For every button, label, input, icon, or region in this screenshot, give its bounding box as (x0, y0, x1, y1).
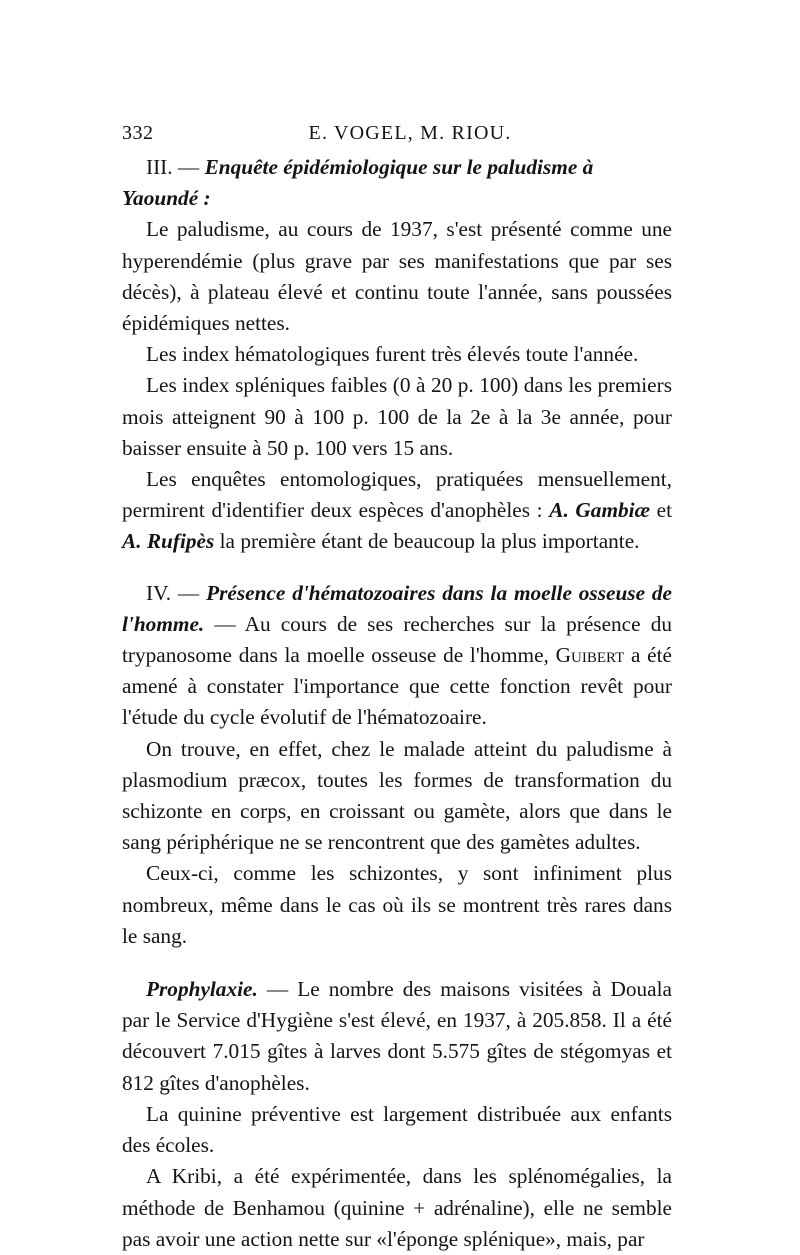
paragraph: Les index hématologiques furent très élevés toute l'année. (146, 342, 639, 367)
section-4-title: Présence d'hématozoaires dans la moelle osseuse de l'homme. (122, 580, 672, 636)
prophylaxie-intro (122, 974, 672, 1099)
running-header (122, 118, 672, 150)
section-3-heading (122, 152, 672, 214)
section-4-text: — Au cours de ses recherches sur la présence du trypanosome dans la moelle osseuse de l'homme, (122, 611, 672, 668)
species-name: A. Rufipès (122, 529, 215, 554)
section-4-dash: — (171, 580, 207, 605)
prophylaxie-text: Le nombre des maisons visitées à Douala par le Service d'Hygiène s'est élevé, en 1937, à 205.858. Il a été découvert 7.015 gîtes à larves dont 5.575 gîtes de stégomyas et 812 gîtes d'anophèles. (122, 977, 672, 1095)
paragraph: Les index spléniques faibles (0 à 20 p. 100) dans les premiers mois atteignent 90 à 100 p. 100 de la 2e à la 3e année, pour baisser ensuite à 50 p. 100 vers 15 ans. (122, 373, 672, 460)
paragraph: On trouve, en effet, chez le malade atteint du paludisme à plasmodium præcox, toutes les formes de transformation du schizonte en corps, en croissant ou gamète, alors que dans le sang périphérique ne se rencontrent que des gamètes adultes. (122, 736, 672, 855)
author-name: Guibert (555, 643, 625, 668)
running-title: E. VOGEL, M. RIOU. (308, 122, 512, 144)
entomology-text: la première étant de beaucoup la plus importante. (214, 529, 640, 554)
page-number: 332 (122, 122, 154, 144)
prophylaxie-dash: — (257, 977, 298, 1002)
entomology-text: Les enquêtes entomologiques, pratiquées mensuellement, permirent d'identifier deux espèces d'anophèles : (122, 467, 672, 523)
paragraph: A Kribi, a été expérimentée, dans les splénomégalies, la méthode de Benhamou (quinine + adrénaline), elle ne semble pas avoir une action nette sur «l'éponge splénique», mais, par (122, 1164, 672, 1251)
entomology-text: et (649, 498, 672, 523)
paragraph: Ceux-ci, comme les schizontes, y sont infiniment plus nombreux, même dans le cas où ils se montrent très rares dans le sang. (122, 861, 672, 948)
section-gap (122, 952, 672, 974)
paragraph: Le paludisme, au cours de 1937, s'est présenté comme une hyperendémie (plus grave par ses manifestations que par ses décès), à plateau élevé et continu toute l'année, sans poussées épidémiques nettes. (122, 217, 672, 336)
section-4-numeral: IV. (146, 580, 172, 605)
section-4-text: a été amené à constater l'importance que cette fonction revêt pour l'étude du cycle évolutif de l'hématozoaire. (122, 643, 672, 730)
section-3-title: Enquête épidémiologique sur le paludisme à Yaoundé : (122, 155, 594, 211)
prophylaxie-title: Prophylaxie. (146, 977, 258, 1002)
section-gap (122, 558, 672, 578)
section-4-intro (122, 578, 672, 734)
section-3-numeral: III. (146, 155, 173, 179)
section-3-dash: — (172, 155, 205, 179)
paragraph: La quinine préventive est largement distribuée aux enfants des écoles. (122, 1101, 672, 1158)
entomology-paragraph (122, 464, 672, 558)
species-name: A. Gambiæ (549, 498, 650, 523)
